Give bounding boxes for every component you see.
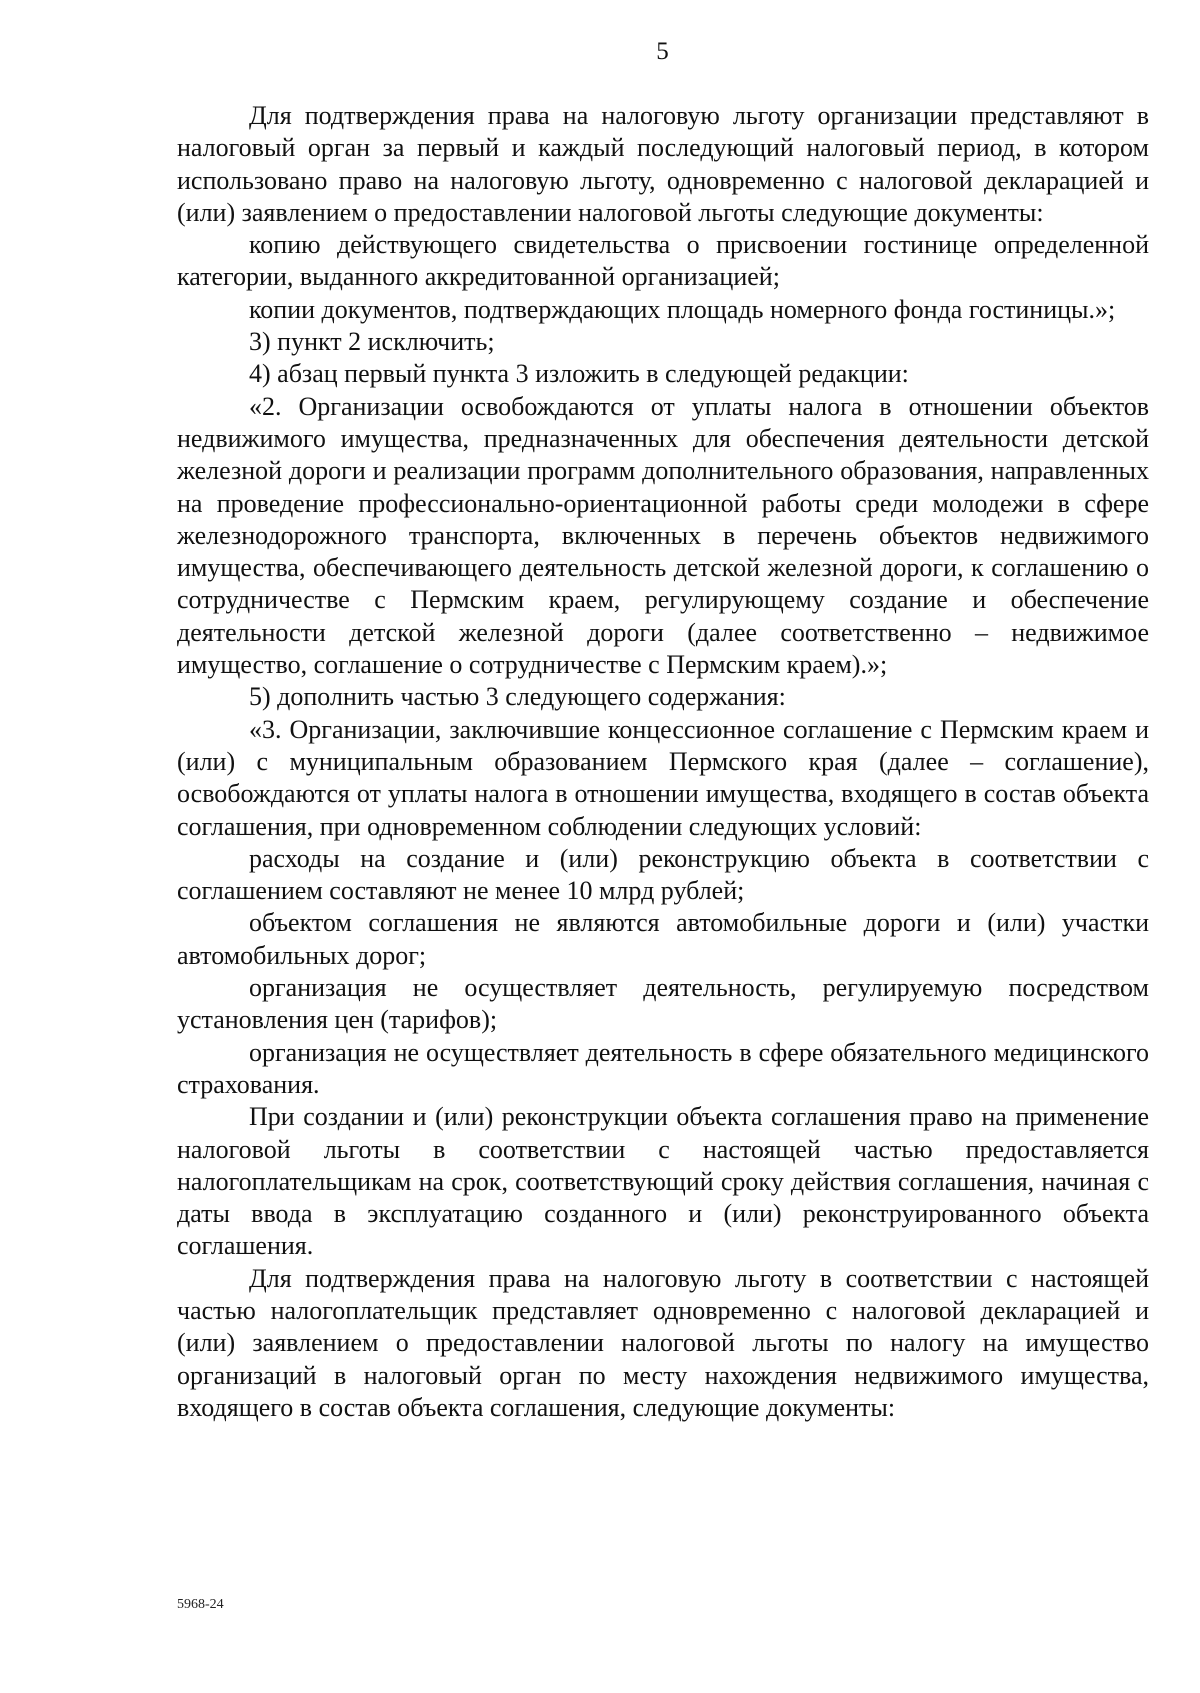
document-body [177,100,1149,1424]
paragraph-benefit-term: При создании и (или) реконструкции объекта соглашения право на применение налоговой льготы в соответствии с настоящей частью предоставляется налогоплательщикам на срок, соответствующий сроку действия соглашения, начиная с даты ввода в эксплуатацию созданного и (или) реконструированного объекта соглашения. [177,1102,1149,1261]
paragraph-item-4: 4) абзац первый пункта 3 изложить в следующей редакции: [249,359,909,389]
paragraph-condition-expenses: расходы на создание и (или) реконструкцию объекта в соответствии с соглашением составляют не менее 10 млрд рублей; [177,843,1149,906]
paragraph-concession-agreement: «3. Организации, заключившие концессионное соглашение с Пермским краем и (или) с муниципальным образованием Пермского края (далее – соглашение), освобождаются от уплаты налога в отношении имущества, входящего в состав объекта соглашения, при одновременном соблюдении следующих условий: [177,714,1149,841]
page-number: 5 [656,38,669,65]
paragraph-room-fund-docs: копии документов, подтверждающих площадь номерного фонда гостиницы.»; [249,294,1116,324]
paragraph-condition-tariffs: организация не осуществляет деятельность, регулируемую посредством установления цен (тарифов); [177,973,1149,1035]
paragraph-confirmation-documents: Для подтверждения права на налоговую льготу организации представляют в налоговый орган за первый и каждый последующий налоговый период, в котором использовано право на налоговую льготу, одновременно с налоговой декларацией и (или) заявлением о предоставлении налоговой льготы следующие документы: [177,101,1149,227]
paragraph-certificate-copy: копию действующего свидетельства о присвоении гостинице определенной категории, выданного аккредитованной организацией; [177,230,1149,292]
document-code: 5968-24 [177,1597,224,1612]
paragraph-condition-insurance: организация не осуществляет деятельность в сфере обязательного медицинского страхования. [177,1037,1149,1099]
paragraph-condition-roads: объектом соглашения не являются автомобильные дороги и (или) участки автомобильных дорог; [177,908,1149,970]
paragraph-item-5: 5) дополнить частью 3 следующего содержания: [249,682,786,712]
paragraph-item-3: 3) пункт 2 исключить; [249,327,495,357]
paragraph-benefit-confirmation: Для подтверждения права на налоговую льготу в соответствии с настоящей частью налогоплательщик представляет одновременно с налоговой декларацией и (или) заявлением о предоставлении налоговой льготы по налогу на имущество организаций в налоговый орган по месту нахождения недвижимого имущества, входящего в состав объекта соглашения, следующие документы: [177,1263,1149,1422]
paragraph-children-railway: «2. Организации освобождаются от уплаты налога в отношении объектов недвижимого имущества, предназначенных для обеспечения деятельности детской железной дороги и реализации программ дополнительного образования, направленных на проведение профессионально-ориентационной работы среди молодежи в сфере железнодорожного транспорта, включенных в перечень объектов недвижимого имущества, обеспечивающего деятельность детской железной дороги, к соглашению о сотрудничестве с Пермским краем, регулирующему создание и обеспечение деятельности детской железной дороги (далее соответственно – недвижимое имущество, соглашение о сотрудничестве с Пермским краем).»; [177,391,1149,680]
